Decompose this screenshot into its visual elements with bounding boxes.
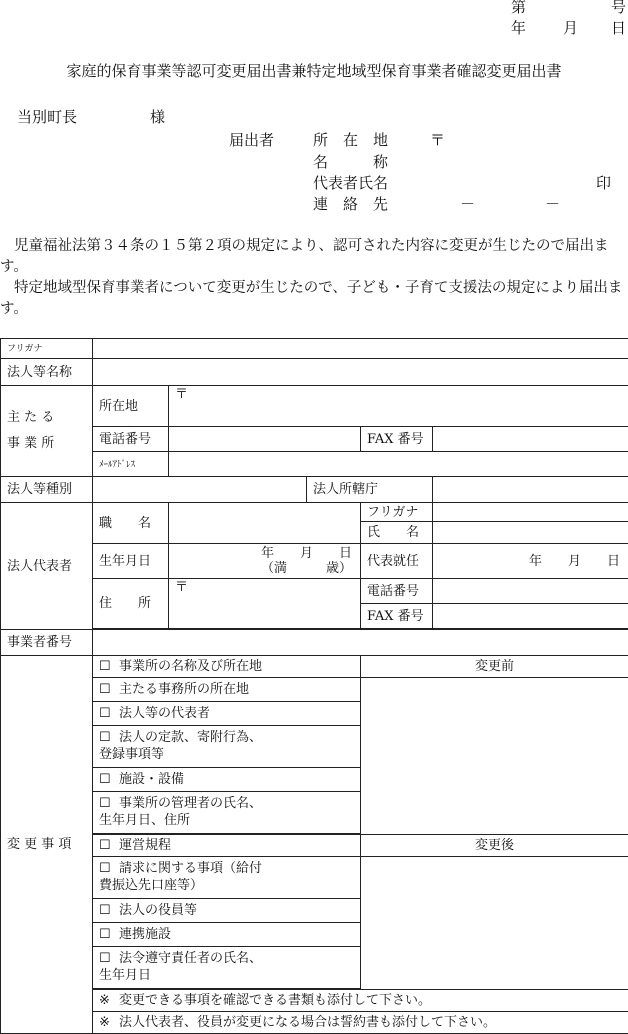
number-go: 号 <box>611 0 626 15</box>
change-after-field[interactable] <box>361 857 628 990</box>
corp-authority-label: 法人所轄庁 <box>307 477 433 503</box>
change-item-3[interactable]: ☐ 法人の定款、寄附行為、 登録事項等 <box>93 726 361 768</box>
rep-address-label: 住 所 <box>93 579 169 629</box>
change-item-2[interactable]: ☐ 法人等の代表者 <box>93 702 361 726</box>
office-email-label: ﾒｰﾙｱﾄﾞﾚｽ <box>93 452 169 477</box>
rep-name-field[interactable] <box>433 522 628 544</box>
change-item-4[interactable]: ☐ 施設・設備 <box>93 768 361 792</box>
checkbox-icon[interactable]: ☐ <box>99 837 119 854</box>
office-phone-label: 電話番号 <box>93 427 169 452</box>
change-item-8[interactable]: ☐ 法人の役員等 <box>93 899 361 923</box>
corp-type-label: 法人等種別 <box>1 477 93 503</box>
rep-birth-label: 生年月日 <box>93 544 169 579</box>
checkbox-icon[interactable]: ☐ <box>99 771 119 788</box>
office-location-field[interactable] <box>169 386 628 427</box>
checkbox-icon[interactable]: ☐ <box>99 950 119 967</box>
change-item-5[interactable]: ☐ 事業所の管理者の氏名、 生年月日、住所 <box>93 792 361 834</box>
note-2: ※ 法人代表者、役員が変更になる場合は誓約書も添付して下さい。 <box>93 1012 628 1034</box>
seal-mark: 印 <box>596 176 611 191</box>
checkbox-icon[interactable]: ☐ <box>99 681 119 698</box>
rep-birth-field[interactable] <box>169 544 361 579</box>
corp-type-field[interactable] <box>93 477 307 503</box>
furigana-field[interactable] <box>93 339 628 359</box>
rep-fax-label: FAX 番号 <box>361 604 433 629</box>
rep-postal-mark: 〒 <box>175 580 188 595</box>
office-email-field[interactable] <box>169 452 628 477</box>
contact-dash-1: － <box>460 197 475 212</box>
change-item-10[interactable]: ☐ 法令遵守責任者の氏名、 生年月日 <box>93 947 361 989</box>
checkbox-icon[interactable]: ☐ <box>99 902 119 919</box>
furigana-label: フリガナ <box>1 339 93 359</box>
body-paragraph-1: 児童福祉法第３４条の１５第２項の規定により、認可された内容に変更が生じたので届出ます。 <box>0 236 628 278</box>
change-item-7[interactable]: ☐ 請求に関する事項（給付 費振込先口座等） <box>93 857 361 899</box>
applicant-name-label: 名 称 <box>313 155 388 170</box>
rep-inaug-field[interactable]: 年 月 日 <box>433 544 628 579</box>
applicant-contact-label: 連 絡 先 <box>313 197 388 212</box>
applicant-postal-mark: 〒 <box>430 133 445 148</box>
change-item-1[interactable]: ☐ 主たる事務所の所在地 <box>93 678 361 702</box>
applicant-address-label: 所 在 地 <box>313 133 388 148</box>
date-day: 日 <box>611 21 626 36</box>
number-dai: 第 <box>511 0 526 15</box>
corp-name-field[interactable] <box>93 359 628 386</box>
applicant-label: 届出者 <box>229 133 274 148</box>
operator-number-label: 事業者番号 <box>1 630 93 656</box>
rep-phone-field[interactable] <box>433 579 628 604</box>
addressee-honorific: 様 <box>150 110 165 125</box>
change-item-0[interactable]: ☐ 事業所の名称及び所在地 <box>93 656 361 678</box>
main-office-label: 主 た る 事 業 所 <box>1 386 93 477</box>
rep-furigana-label: フリガナ <box>361 503 433 522</box>
rep-name-label: 氏 名 <box>361 522 433 544</box>
corp-authority-field[interactable] <box>433 477 628 503</box>
document-title: 家庭的保育事業等認可変更届出書兼特定地域型保育事業者確認変更届出書 <box>0 64 628 79</box>
corp-name-label: 法人等名称 <box>1 359 93 386</box>
rep-phone-label: 電話番号 <box>361 579 433 604</box>
addressee: 当別町長 <box>17 110 77 125</box>
checkbox-icon[interactable]: ☐ <box>99 926 119 943</box>
checkbox-icon[interactable]: ☐ <box>99 705 119 722</box>
rep-position-field[interactable] <box>169 503 361 544</box>
office-phone-field[interactable] <box>169 427 361 452</box>
rep-inaug-label: 代表就任 <box>361 544 433 579</box>
note-1: ※ 変更できる事項を確認できる書類も添付して下さい。 <box>93 990 628 1012</box>
checkbox-icon[interactable]: ☐ <box>99 729 119 746</box>
rep-position-label: 職 名 <box>93 503 169 544</box>
rep-birth-ymd: 年 月 日 <box>175 546 352 561</box>
date-month: 月 <box>563 21 578 36</box>
change-item-9[interactable]: ☐ 連携施設 <box>93 923 361 947</box>
change-before-header: 変更前 <box>361 656 628 678</box>
form-table <box>0 338 628 1034</box>
corp-rep-label: 法人代表者 <box>1 503 93 630</box>
change-before-field[interactable] <box>361 678 628 835</box>
checkbox-icon[interactable]: ☐ <box>99 860 119 877</box>
contact-dash-2: － <box>545 197 560 212</box>
rep-birth-age: （満 歳） <box>175 561 352 576</box>
checkbox-icon[interactable]: ☐ <box>99 795 119 812</box>
office-location-label: 所在地 <box>93 386 169 427</box>
date-year: 年 <box>511 21 526 36</box>
office-fax-label: FAX 番号 <box>361 427 433 452</box>
rep-fax-field[interactable] <box>433 604 628 629</box>
office-fax-field[interactable] <box>433 427 628 452</box>
operator-number-field[interactable] <box>93 630 628 656</box>
change-item-6[interactable]: ☐ 運営規程 <box>93 835 361 857</box>
rep-address-field[interactable] <box>169 579 361 629</box>
change-items-label: 変 更 事 項 <box>1 656 93 1034</box>
body-paragraph-2: 特定地域型保育事業者について変更が生じたので、子ども・子育て支援法の規定により届出ます。 <box>0 278 628 320</box>
rep-furigana-field[interactable] <box>433 503 628 522</box>
change-after-header: 変更後 <box>361 835 628 857</box>
applicant-rep-label: 代表者氏名 <box>313 176 388 191</box>
office-postal-mark: 〒 <box>175 387 188 402</box>
checkbox-icon[interactable]: ☐ <box>99 658 119 675</box>
